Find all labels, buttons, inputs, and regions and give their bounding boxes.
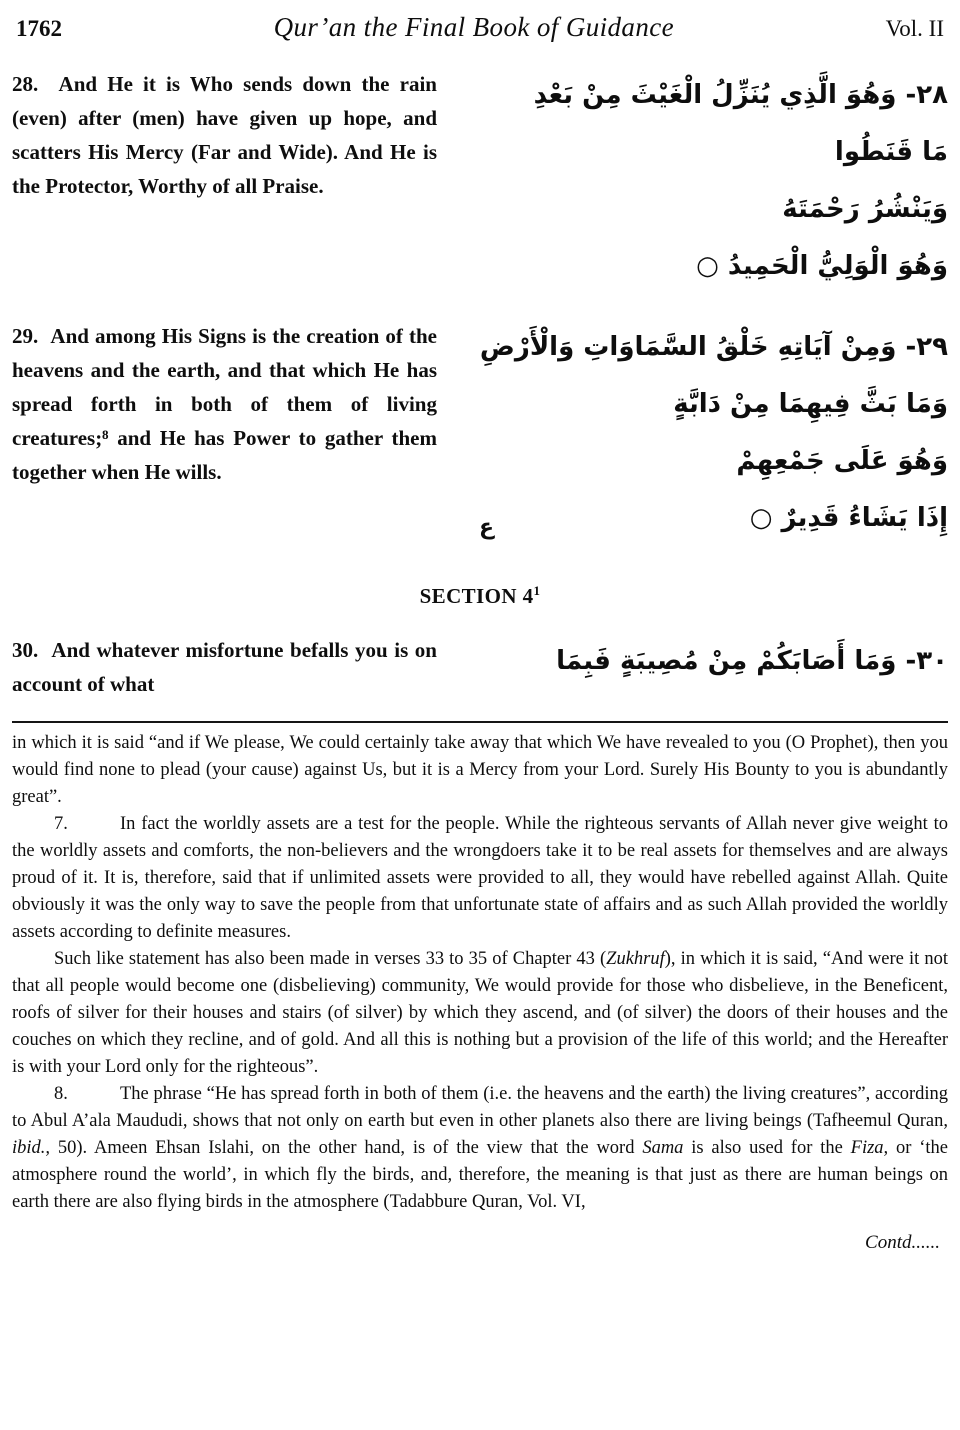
footnote-paragraph	[12, 946, 948, 1081]
verse-28-arabic	[477, 67, 948, 295]
arabic-line: مَا قَنَطُوا	[834, 137, 948, 167]
footnote-paragraph	[12, 730, 948, 811]
section-label: SECTION 4	[419, 584, 534, 608]
arabic-line: ٢٩- وَمِنْ آيَاتِهِ خَلْقُ السَّمَاوَاتِ وَالْأَرْضِ	[479, 332, 948, 362]
arabic-line: ٢٨- وَهُوَ الَّذِي يُنَزِّلُ الْغَيْثَ مِنْ بَعْدِ	[533, 80, 948, 110]
section-header	[12, 583, 948, 609]
arabic-line: وَهُوَ الْوَلِيُّ الْحَمِيدُ ○	[696, 251, 948, 281]
footnote-text: In fact the worldly assets are a test for the people. While the righteous servants of Allah never give weight to the worldly assets and comforts, the non-believers and the wrongdoers take it to be real assets for themselves and are always proud of it. It is, therefore, said that if unlimited assets were provided to all, they would have rebelled against Allah. Quite obviously it was the only way to save the people from that unfortunate state of affairs and as such Allah provided the worldly assets according to definite measures.	[12, 814, 948, 942]
footnote-text: ), in which it is said, “And were it not that all people would become one (disbelieving) community, We would provide for those who disbelieve, in the Beneficent, roofs of silver for their houses and stairs (of silver) by which they ascend, and (of silver) the doors of their houses and the couches on which they recline, and of gold. And all this is nothing but a provision of the life of this world; and the Hereafter is with your Lord only for the righteous”.	[12, 949, 948, 1077]
footnote-italic-text: Fiza,	[850, 1138, 889, 1158]
footnotes	[12, 730, 948, 1216]
page-header	[12, 12, 948, 43]
footnote-italic-text: Sama	[642, 1138, 684, 1158]
arabic-line: وَهُوَ عَلَى جَمْعِهِمْ	[736, 446, 948, 476]
section-footnote-ref: 1	[533, 583, 541, 598]
footnote-text: 50). Ameen Ehsan Islahi, on the other hand, is of the view that the word	[50, 1138, 643, 1158]
page-number: 1762	[16, 16, 62, 41]
arabic-line: إِذَا يَشَاءُ قَدِيرٌ ○	[749, 503, 948, 533]
arabic-line: وَمَا بَثَّ فِيهِمَا مِنْ دَابَّةٍ	[673, 389, 948, 419]
arabic-line: ٣٠- وَمَا أَصَابَكُمْ مِنْ مُصِيبَةٍ فَبِمَا	[556, 646, 948, 676]
verse-28-english: 28. And He it is Who sends down the rain (even) after (men) have given up hope, and scatters His Mercy (Far and Wide). And He is the Protector, Worthy of all Praise.	[12, 72, 437, 198]
volume-label: Vol. II	[885, 16, 944, 41]
ruku-marker: ع	[479, 515, 495, 540]
verse-30-arabic	[477, 633, 948, 690]
verse-30-row	[12, 633, 948, 701]
footnote-text: is also used for the	[683, 1138, 851, 1158]
footnote-text: or ‘the atmosphere round the world’, in which fly the birds, and, therefore, the meaning is that just as there are human beings on earth there are also flying birds in the atmosphere (Tadabbure Quran, Vol. VI,	[12, 1138, 948, 1212]
footnote-italic-text: Zukhruf	[606, 949, 665, 969]
verse-29-english: 29. And among His Signs is the creation of the heavens and the earth, and that which He has spread forth in both of them of living creatures;⁸ and He has Power to gather them together when He wills.	[12, 324, 437, 484]
arabic-line: وَيَنْشُرُ رَحْمَتَهُ	[782, 194, 948, 224]
verse-28-row	[12, 67, 948, 295]
footnote-text: The phrase “He has spread forth in both of them (i.e. the heavens and the earth) the living creatures”, according to Abul A’ala Maududi, shows that not only on earth but even in other planets also there are living beings (Tafheemul Quran,	[12, 1084, 948, 1131]
footnote-number: 7.	[54, 814, 68, 834]
verse-29-row	[12, 319, 948, 547]
verse-29-arabic	[477, 319, 948, 547]
footnote-text: in which it is said “and if We please, We could certainly take away that which We have revealed to you (O Prophet), then you would find none to plead (your cause) against Us, but it is a Mercy from your Lord. Surely His Bounty to you is abundantly great”.	[12, 733, 948, 807]
footnote-paragraph	[12, 811, 948, 946]
verse-30-english: 30. And whatever misfortune befalls you is on account of what	[12, 638, 437, 696]
footnote-paragraph	[12, 1081, 948, 1216]
book-title: Qur’an the Final Book of Guidance	[273, 12, 675, 42]
contd-label: Contd......	[865, 1232, 940, 1253]
footnote-text: Such like statement has also been made in verses 33 to 35 of Chapter 43 (	[54, 949, 607, 969]
footnote-italic-text: ibid.,	[12, 1138, 51, 1158]
footnote-number: 8.	[54, 1084, 68, 1104]
footnote-divider	[12, 721, 948, 723]
